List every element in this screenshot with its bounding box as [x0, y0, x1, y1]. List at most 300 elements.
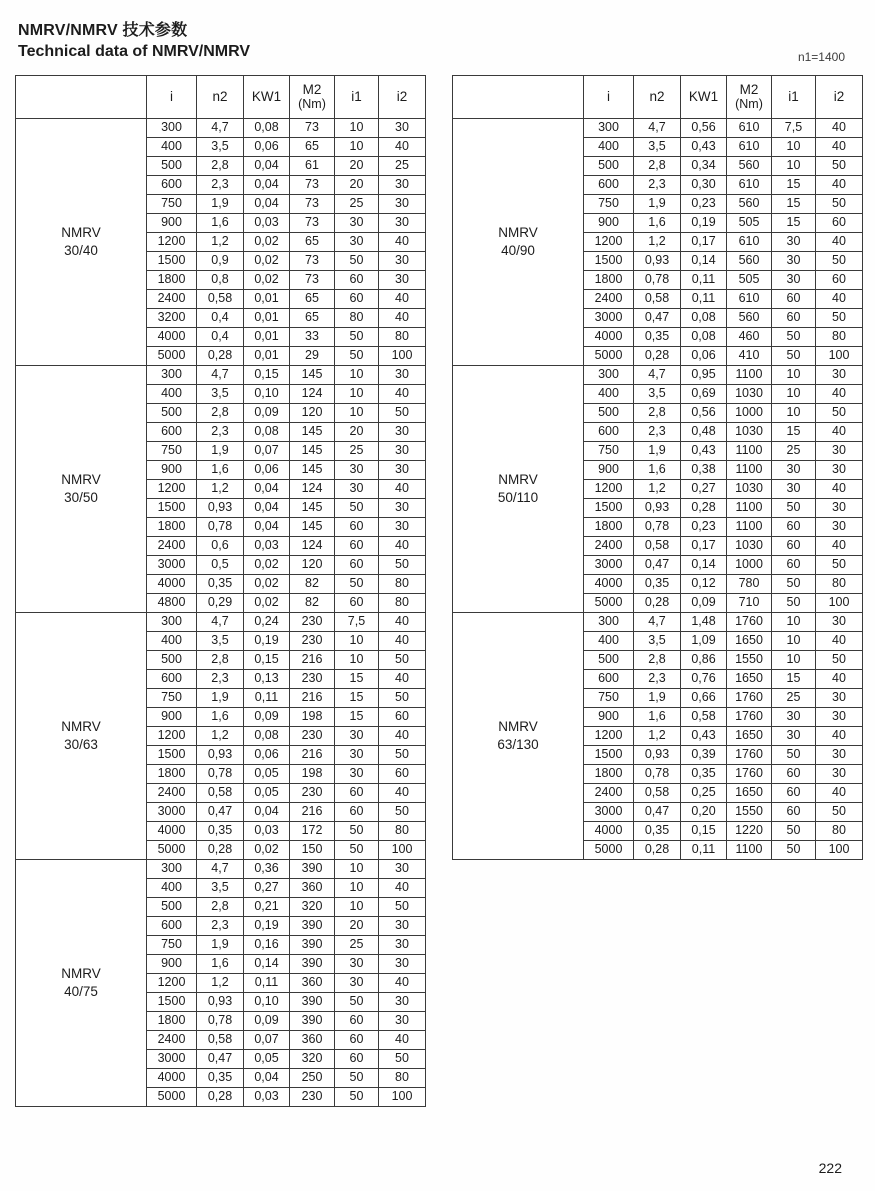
- cell-kw1: 0,04: [244, 518, 290, 537]
- cell-i2: 80: [816, 575, 863, 594]
- cell-n2: 2,3: [197, 670, 244, 689]
- cell-i: 600: [147, 670, 197, 689]
- cell-i: 400: [147, 138, 197, 157]
- cell-i1: 15: [335, 670, 379, 689]
- column-header-m2: M2 (Nm): [290, 76, 335, 119]
- cell-kw1: 0,24: [244, 613, 290, 632]
- cell-i: 300: [147, 860, 197, 879]
- cell-i: 300: [584, 119, 634, 138]
- model-label-50-110: NMRV 50/110: [453, 366, 584, 613]
- cell-kw1: 0,04: [244, 1069, 290, 1088]
- cell-i2: 40: [379, 784, 426, 803]
- model-label-40-75: NMRV 40/75: [16, 860, 147, 1107]
- cell-i2: 80: [816, 328, 863, 347]
- cell-i1: 10: [335, 404, 379, 423]
- cell-i1: 30: [335, 974, 379, 993]
- model-label-63-130: NMRV 63/130: [453, 613, 584, 860]
- cell-i: 500: [147, 651, 197, 670]
- cell-i2: 50: [816, 252, 863, 271]
- cell-kw1: 0,43: [681, 138, 727, 157]
- cell-i2: 50: [816, 195, 863, 214]
- cell-i: 4000: [147, 575, 197, 594]
- cell-i: 1200: [147, 974, 197, 993]
- cell-kw1: 0,05: [244, 1050, 290, 1069]
- cell-n2: 0,93: [634, 499, 681, 518]
- model-header-cell: [453, 76, 584, 119]
- cell-i2: 30: [816, 765, 863, 784]
- cell-m2: 560: [727, 252, 772, 271]
- cell-m2: 230: [290, 632, 335, 651]
- cell-m2: 198: [290, 765, 335, 784]
- cell-i1: 30: [772, 727, 816, 746]
- cell-kw1: 0,38: [681, 461, 727, 480]
- cell-i1: 50: [772, 841, 816, 860]
- cell-i2: 40: [816, 632, 863, 651]
- cell-m2: 216: [290, 746, 335, 765]
- cell-m2: 145: [290, 366, 335, 385]
- cell-i2: 60: [379, 765, 426, 784]
- cell-i: 5000: [584, 347, 634, 366]
- cell-n2: 0,8: [197, 271, 244, 290]
- cell-i2: 30: [379, 442, 426, 461]
- cell-m2: 1030: [727, 480, 772, 499]
- cell-n2: 0,47: [634, 309, 681, 328]
- cell-m2: 1030: [727, 385, 772, 404]
- cell-m2: 145: [290, 499, 335, 518]
- cell-n2: 4,7: [197, 119, 244, 138]
- cell-n2: 2,8: [197, 404, 244, 423]
- cell-i1: 30: [335, 746, 379, 765]
- cell-m2: 390: [290, 936, 335, 955]
- cell-m2: 250: [290, 1069, 335, 1088]
- cell-m2: 1760: [727, 746, 772, 765]
- cell-i2: 100: [816, 841, 863, 860]
- cell-i2: 30: [816, 518, 863, 537]
- cell-i: 1200: [584, 727, 634, 746]
- cell-i: 4000: [584, 575, 634, 594]
- cell-i1: 15: [772, 214, 816, 233]
- cell-i1: 10: [772, 385, 816, 404]
- cell-i: 1200: [584, 233, 634, 252]
- cell-m2: 216: [290, 689, 335, 708]
- cell-i: 1800: [147, 518, 197, 537]
- cell-kw1: 0,01: [244, 328, 290, 347]
- cell-kw1: 0,16: [244, 936, 290, 955]
- cell-kw1: 0,07: [244, 1031, 290, 1050]
- cell-i2: 80: [379, 575, 426, 594]
- cell-i: 750: [147, 442, 197, 461]
- cell-n2: 2,8: [634, 157, 681, 176]
- cell-i: 400: [147, 879, 197, 898]
- cell-kw1: 0,05: [244, 784, 290, 803]
- cell-i: 4000: [147, 328, 197, 347]
- cell-i2: 30: [379, 271, 426, 290]
- cell-n2: 2,8: [634, 651, 681, 670]
- cell-i1: 60: [772, 518, 816, 537]
- cell-i2: 30: [379, 176, 426, 195]
- cell-kw1: 0,76: [681, 670, 727, 689]
- cell-i1: 60: [335, 1050, 379, 1069]
- cell-i2: 40: [816, 480, 863, 499]
- cell-i1: 15: [772, 195, 816, 214]
- cell-n2: 0,4: [197, 309, 244, 328]
- cell-n2: 0,35: [634, 328, 681, 347]
- cell-i2: 40: [379, 138, 426, 157]
- cell-m2: 172: [290, 822, 335, 841]
- cell-i1: 30: [335, 214, 379, 233]
- cell-i1: 30: [335, 955, 379, 974]
- cell-m2: 390: [290, 917, 335, 936]
- cell-i: 4800: [147, 594, 197, 613]
- cell-i: 300: [584, 613, 634, 632]
- cell-n2: 3,5: [197, 879, 244, 898]
- cell-kw1: 0,25: [681, 784, 727, 803]
- cell-kw1: 1,48: [681, 613, 727, 632]
- cell-m2: 1100: [727, 499, 772, 518]
- cell-kw1: 0,56: [681, 119, 727, 138]
- cell-n2: 0,93: [634, 746, 681, 765]
- cell-n2: 4,7: [197, 860, 244, 879]
- column-header-i1: i1: [335, 76, 379, 119]
- cell-i1: 50: [335, 1069, 379, 1088]
- cell-n2: 0,58: [634, 784, 681, 803]
- cell-m2: 1100: [727, 442, 772, 461]
- cell-i: 3000: [147, 556, 197, 575]
- cell-i2: 40: [379, 290, 426, 309]
- cell-i: 2400: [584, 784, 634, 803]
- cell-m2: 61: [290, 157, 335, 176]
- cell-i: 900: [584, 214, 634, 233]
- cell-m2: 360: [290, 1031, 335, 1050]
- cell-n2: 0,29: [197, 594, 244, 613]
- cell-n2: 4,7: [634, 613, 681, 632]
- cell-kw1: 0,15: [244, 366, 290, 385]
- cell-m2: 29: [290, 347, 335, 366]
- cell-m2: 1100: [727, 461, 772, 480]
- cell-i1: 15: [335, 708, 379, 727]
- cell-i2: 40: [816, 727, 863, 746]
- cell-kw1: 0,02: [244, 271, 290, 290]
- cell-m2: 145: [290, 518, 335, 537]
- cell-i: 900: [147, 461, 197, 480]
- cell-i2: 30: [816, 613, 863, 632]
- cell-i2: 80: [816, 822, 863, 841]
- cell-n2: 0,5: [197, 556, 244, 575]
- cell-i2: 30: [379, 214, 426, 233]
- cell-kw1: 0,10: [244, 993, 290, 1012]
- cell-i: 5000: [147, 1088, 197, 1107]
- model-label-40-90: NMRV 40/90: [453, 119, 584, 366]
- cell-n2: 1,6: [197, 708, 244, 727]
- cell-m2: 1760: [727, 765, 772, 784]
- cell-kw1: 0,86: [681, 651, 727, 670]
- cell-m2: 230: [290, 1088, 335, 1107]
- cell-i: 300: [147, 366, 197, 385]
- cell-i: 3000: [147, 803, 197, 822]
- cell-i2: 50: [816, 404, 863, 423]
- cell-i: 300: [584, 366, 634, 385]
- cell-i1: 50: [772, 328, 816, 347]
- cell-i: 400: [147, 385, 197, 404]
- cell-n2: 3,5: [197, 385, 244, 404]
- cell-i2: 30: [379, 366, 426, 385]
- cell-i1: 50: [335, 575, 379, 594]
- cell-m2: 1100: [727, 841, 772, 860]
- column-header-i1: i1: [772, 76, 816, 119]
- cell-i1: 10: [335, 651, 379, 670]
- cell-i: 750: [584, 689, 634, 708]
- cell-n2: 1,2: [197, 727, 244, 746]
- cell-kw1: 0,56: [681, 404, 727, 423]
- cell-i1: 20: [335, 423, 379, 442]
- cell-i1: 50: [335, 1088, 379, 1107]
- cell-i1: 60: [772, 290, 816, 309]
- cell-m2: 1760: [727, 689, 772, 708]
- cell-i: 1500: [147, 499, 197, 518]
- cell-n2: 0,9: [197, 252, 244, 271]
- cell-i2: 30: [816, 442, 863, 461]
- cell-m2: 610: [727, 233, 772, 252]
- cell-i2: 50: [379, 689, 426, 708]
- cell-m2: 1760: [727, 708, 772, 727]
- cell-i1: 60: [335, 594, 379, 613]
- cell-i2: 50: [816, 803, 863, 822]
- cell-n2: 0,35: [197, 1069, 244, 1088]
- cell-i: 1500: [584, 499, 634, 518]
- cell-i2: 30: [379, 993, 426, 1012]
- cell-m2: 610: [727, 119, 772, 138]
- cell-m2: 145: [290, 442, 335, 461]
- cell-n2: 1,2: [197, 233, 244, 252]
- cell-i1: 60: [772, 537, 816, 556]
- cell-i1: 50: [335, 993, 379, 1012]
- table-row: [16, 119, 426, 138]
- cell-n2: 2,3: [197, 917, 244, 936]
- cell-i1: 60: [335, 784, 379, 803]
- table-row: [16, 860, 426, 879]
- cell-n2: 0,93: [197, 499, 244, 518]
- cell-i1: 50: [335, 499, 379, 518]
- cell-i1: 50: [772, 575, 816, 594]
- cell-i1: 50: [772, 499, 816, 518]
- cell-i: 2400: [584, 537, 634, 556]
- cell-i: 600: [584, 176, 634, 195]
- cell-i2: 40: [379, 1031, 426, 1050]
- cell-kw1: 0,66: [681, 689, 727, 708]
- cell-i2: 30: [379, 499, 426, 518]
- cell-kw1: 0,10: [244, 385, 290, 404]
- cell-i1: 25: [335, 936, 379, 955]
- cell-i2: 40: [816, 119, 863, 138]
- cell-i1: 10: [772, 632, 816, 651]
- cell-n2: 0,58: [634, 537, 681, 556]
- cell-i2: 40: [379, 480, 426, 499]
- cell-i: 1500: [147, 993, 197, 1012]
- cell-m2: 1000: [727, 404, 772, 423]
- cell-kw1: 0,02: [244, 556, 290, 575]
- cell-i2: 80: [379, 328, 426, 347]
- cell-i: 300: [147, 119, 197, 138]
- cell-i: 1200: [584, 480, 634, 499]
- cell-n2: 1,6: [634, 708, 681, 727]
- cell-i2: 40: [379, 233, 426, 252]
- cell-i1: 60: [772, 803, 816, 822]
- cell-kw1: 0,02: [244, 252, 290, 271]
- cell-m2: 780: [727, 575, 772, 594]
- cell-m2: 390: [290, 860, 335, 879]
- cell-kw1: 0,04: [244, 803, 290, 822]
- cell-m2: 82: [290, 575, 335, 594]
- cell-i2: 100: [816, 594, 863, 613]
- cell-i2: 30: [379, 252, 426, 271]
- cell-kw1: 0,05: [244, 765, 290, 784]
- cell-n2: 0,78: [197, 765, 244, 784]
- technical-data-table-left: [15, 75, 426, 1107]
- cell-i1: 15: [772, 176, 816, 195]
- cell-i: 2400: [147, 1031, 197, 1050]
- cell-i: 750: [147, 689, 197, 708]
- cell-i: 600: [584, 423, 634, 442]
- cell-i1: 20: [335, 176, 379, 195]
- cell-kw1: 0,11: [244, 689, 290, 708]
- cell-i2: 40: [379, 309, 426, 328]
- cell-i1: 60: [335, 518, 379, 537]
- cell-i: 400: [584, 632, 634, 651]
- cell-i2: 30: [379, 917, 426, 936]
- cell-i1: 10: [772, 613, 816, 632]
- cell-i2: 30: [816, 499, 863, 518]
- cell-i: 2400: [584, 290, 634, 309]
- cell-i: 4000: [584, 822, 634, 841]
- cell-kw1: 0,35: [681, 765, 727, 784]
- technical-data-table-right: [452, 75, 861, 860]
- cell-i1: 50: [335, 347, 379, 366]
- cell-i: 500: [147, 404, 197, 423]
- cell-i2: 30: [816, 746, 863, 765]
- cell-i2: 25: [379, 157, 426, 176]
- cell-i2: 40: [816, 385, 863, 404]
- cell-i2: 40: [379, 537, 426, 556]
- cell-i2: 40: [816, 176, 863, 195]
- cell-kw1: 0,03: [244, 1088, 290, 1107]
- cell-kw1: 0,11: [681, 271, 727, 290]
- cell-i1: 10: [772, 138, 816, 157]
- cell-kw1: 0,14: [681, 252, 727, 271]
- cell-kw1: 0,04: [244, 195, 290, 214]
- cell-i2: 30: [379, 860, 426, 879]
- cell-n2: 3,5: [634, 632, 681, 651]
- cell-n2: 0,93: [634, 252, 681, 271]
- column-header-kw1: KW1: [681, 76, 727, 119]
- cell-i: 5000: [584, 841, 634, 860]
- cell-i: 500: [584, 404, 634, 423]
- cell-kw1: 0,04: [244, 499, 290, 518]
- cell-i1: 10: [772, 157, 816, 176]
- cell-i: 4000: [147, 822, 197, 841]
- cell-kw1: 0,07: [244, 442, 290, 461]
- cell-i: 1200: [147, 480, 197, 499]
- cell-n2: 0,58: [197, 1031, 244, 1050]
- cell-i1: 50: [772, 594, 816, 613]
- column-header-n2: n2: [634, 76, 681, 119]
- cell-kw1: 0,04: [244, 480, 290, 499]
- column-header-m2: M2 (Nm): [727, 76, 772, 119]
- cell-i1: 50: [335, 252, 379, 271]
- cell-n2: 1,9: [634, 195, 681, 214]
- cell-kw1: 0,02: [244, 575, 290, 594]
- cell-i2: 30: [816, 708, 863, 727]
- cell-i: 1800: [147, 765, 197, 784]
- cell-i1: 60: [335, 1012, 379, 1031]
- cell-i1: 60: [772, 784, 816, 803]
- cell-i: 750: [584, 442, 634, 461]
- cell-i1: 20: [335, 157, 379, 176]
- cell-kw1: 0,30: [681, 176, 727, 195]
- cell-kw1: 0,03: [244, 822, 290, 841]
- cell-i: 1800: [584, 518, 634, 537]
- cell-kw1: 0,03: [244, 214, 290, 233]
- cell-i: 600: [147, 917, 197, 936]
- cell-m2: 560: [727, 309, 772, 328]
- cell-i2: 100: [379, 347, 426, 366]
- cell-i: 3000: [584, 803, 634, 822]
- cell-i2: 50: [379, 1050, 426, 1069]
- cell-i: 5000: [584, 594, 634, 613]
- cell-m2: 230: [290, 670, 335, 689]
- cell-m2: 1000: [727, 556, 772, 575]
- cell-m2: 390: [290, 1012, 335, 1031]
- cell-n2: 0,47: [197, 803, 244, 822]
- cell-n2: 0,78: [634, 518, 681, 537]
- cell-n2: 1,6: [197, 955, 244, 974]
- cell-kw1: 0,11: [681, 290, 727, 309]
- cell-i1: 50: [335, 841, 379, 860]
- cell-i2: 30: [379, 195, 426, 214]
- cell-i2: 30: [379, 518, 426, 537]
- cell-i1: 60: [772, 556, 816, 575]
- cell-m2: 1220: [727, 822, 772, 841]
- cell-i2: 30: [379, 936, 426, 955]
- cell-m2: 320: [290, 898, 335, 917]
- column-header-i: i: [147, 76, 197, 119]
- cell-kw1: 0,58: [681, 708, 727, 727]
- cell-m2: 73: [290, 214, 335, 233]
- cell-kw1: 0,39: [681, 746, 727, 765]
- cell-m2: 198: [290, 708, 335, 727]
- cell-i2: 40: [379, 613, 426, 632]
- cell-n2: 1,9: [197, 936, 244, 955]
- cell-m2: 560: [727, 195, 772, 214]
- cell-kw1: 0,06: [244, 461, 290, 480]
- cell-i: 500: [584, 651, 634, 670]
- cell-kw1: 0,15: [244, 651, 290, 670]
- cell-n2: 4,7: [197, 613, 244, 632]
- cell-m2: 230: [290, 613, 335, 632]
- table-row: [453, 366, 863, 385]
- cell-kw1: 0,15: [681, 822, 727, 841]
- cell-i2: 80: [379, 594, 426, 613]
- header-row: [453, 76, 863, 119]
- cell-kw1: 0,03: [244, 537, 290, 556]
- cell-m2: 230: [290, 784, 335, 803]
- data-table: [452, 75, 863, 860]
- cell-kw1: 0,13: [244, 670, 290, 689]
- cell-n2: 1,2: [634, 480, 681, 499]
- cell-kw1: 0,06: [681, 347, 727, 366]
- cell-n2: 0,78: [197, 518, 244, 537]
- cell-m2: 120: [290, 556, 335, 575]
- cell-i2: 30: [816, 689, 863, 708]
